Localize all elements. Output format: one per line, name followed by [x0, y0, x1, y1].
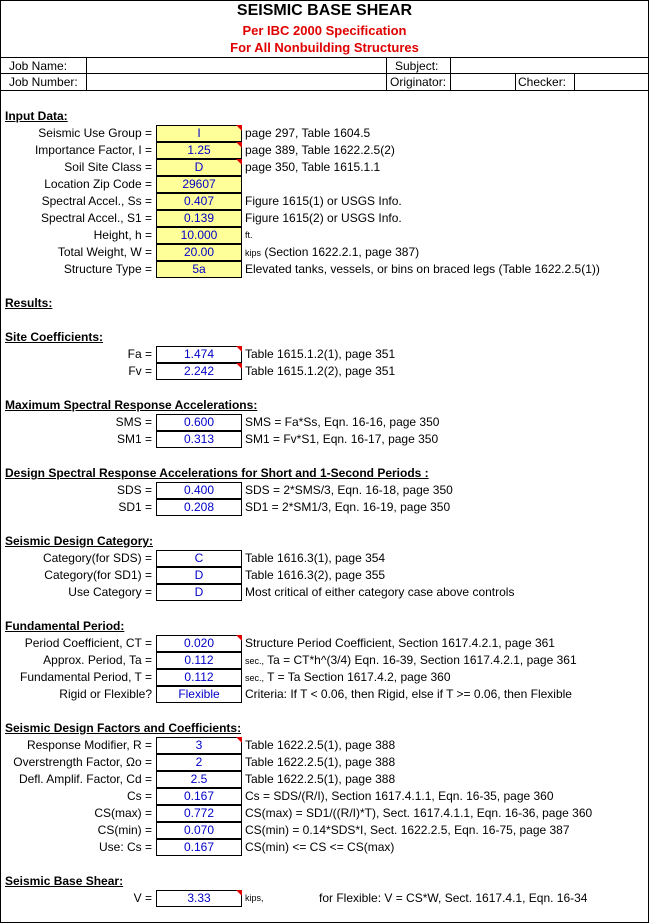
section-heading-site: Site Coefficients:	[5, 330, 104, 344]
row-label: Soil Site Class =	[64, 160, 152, 174]
row-note: Table 1622.2.5(1), page 388	[245, 772, 396, 786]
row-unit: kips,	[245, 893, 264, 903]
sd1-value: 0.208	[156, 499, 242, 516]
row-label: Rigid or Flexible?	[59, 687, 152, 701]
row-label: Spectral Accel., Ss =	[41, 194, 152, 208]
checker-field[interactable]	[575, 74, 647, 90]
row-label: Location Zip Code =	[44, 177, 152, 191]
row-note: for Flexible: V = CS*W, Sect. 1617.4.1, Eqn. 16-34	[319, 891, 588, 905]
seismic-use-group-input[interactable]: I	[156, 125, 242, 142]
sms-value: 0.600	[156, 414, 242, 431]
cs-min-value: 0.070	[156, 822, 242, 839]
cs-value: 0.167	[156, 788, 242, 805]
category-sd1-value: D	[156, 567, 242, 584]
row-note: SDS = 2*SMS/3, Eqn. 16-18, page 350	[245, 483, 453, 497]
row-label: Period Coefficient, CT =	[24, 636, 152, 650]
use-cs-value: 0.167	[156, 839, 242, 856]
originator-field[interactable]	[451, 74, 514, 90]
fundamental-period-value: 0.112	[156, 669, 242, 686]
section-heading-max-spectral: Maximum Spectral Response Accelerations:	[5, 398, 258, 412]
overstrength-factor-value: 2	[156, 754, 242, 771]
comment-marker-icon	[236, 737, 242, 743]
defl-amplif-factor-value: 2.5	[156, 771, 242, 788]
section-heading-results: Results:	[5, 296, 53, 310]
sds-value: 0.400	[156, 482, 242, 499]
comment-marker-icon	[236, 159, 242, 165]
row-label: SDS =	[116, 483, 152, 497]
rigid-flexible-value: Flexible	[156, 686, 242, 703]
comment-marker-icon	[236, 363, 242, 369]
row-label: Spectral Accel., S1 =	[40, 211, 152, 225]
row-label: SMS =	[115, 415, 152, 429]
row-note: SM1 = Fv*S1, Eqn. 16-17, page 350	[245, 432, 439, 446]
response-modifier-value: 3	[156, 737, 242, 754]
row-label: Structure Type =	[63, 262, 152, 276]
row-note: SMS = Fa*Ss, Eqn. 16-16, page 350	[245, 415, 440, 429]
spectral-accel-s1-input[interactable]: 0.139	[156, 210, 242, 227]
row-note: Table 1616.3(2), page 355	[245, 568, 386, 582]
approx-period-value: 0.112	[156, 652, 242, 669]
section-heading-factors: Seismic Design Factors and Coefficients:	[5, 721, 242, 735]
comment-marker-icon	[236, 346, 242, 352]
period-coefficient-value: 0.020	[156, 635, 242, 652]
row-note: Cs = SDS/(R/I), Section 1617.4.1.1, Eqn. 16-35, page 360	[245, 789, 554, 803]
row-note: SD1 = 2*SM1/3, Eqn. 16-19, page 350	[245, 500, 451, 514]
row-note: page 297, Table 1604.5	[245, 126, 371, 140]
section-heading-base-shear: Seismic Base Shear:	[5, 874, 124, 888]
row-label: Seismic Use Group =	[38, 126, 152, 140]
originator-label: Originator:	[390, 75, 447, 89]
structure-type-input[interactable]: 5a	[156, 261, 242, 278]
row-note: sec., Ta = CT*h^(3/4) Eqn. 16-39, Section 1617.4.2.1, page 361	[245, 653, 577, 667]
soil-site-class-input[interactable]: D	[156, 159, 242, 176]
fa-value: 1.474	[156, 346, 242, 363]
job-name-field[interactable]	[87, 58, 385, 74]
comment-marker-icon	[236, 125, 242, 131]
total-weight-input[interactable]: 20.00	[156, 244, 242, 261]
row-label: Fa =	[127, 347, 152, 361]
row-label: Response Modifier, R =	[26, 738, 152, 752]
subject-label: Subject:	[395, 59, 439, 73]
importance-factor-input[interactable]: 1.25	[156, 142, 242, 159]
row-note: Most critical of either category case above controls	[245, 585, 515, 599]
row-label: Defl. Amplif. Factor, Cd =	[18, 772, 152, 786]
row-note: Criteria: If T < 0.06, then Rigid, else if T >= 0.06, then Flexible	[245, 687, 572, 701]
base-shear-value: 3.33	[156, 890, 242, 907]
row-note: Table 1615.1.2(2), page 351	[245, 364, 396, 378]
subject-field[interactable]	[451, 58, 647, 74]
row-label: Fundamental Period, T =	[20, 670, 152, 684]
row-label: CS(max) =	[94, 806, 152, 820]
row-label: SD1 =	[118, 500, 152, 514]
job-number-label: Job Number:	[9, 75, 78, 89]
section-heading-period: Fundamental Period:	[5, 619, 125, 633]
row-note: page 389, Table 1622.2.5(2)	[245, 143, 395, 157]
height-input[interactable]: 10.000	[156, 227, 242, 244]
row-note: Structure Period Coefficient, Section 1617.4.2.1, page 361	[245, 636, 555, 650]
row-label: Category(for SDS) =	[42, 551, 152, 565]
section-heading-design-spectral: Design Spectral Response Accelerations for Short and 1-Second Periods :	[5, 466, 429, 480]
row-label: Fv =	[128, 364, 152, 378]
use-category-value: D	[156, 584, 242, 601]
row-note: Table 1622.2.5(1), page 388	[245, 738, 396, 752]
spectral-accel-ss-input[interactable]: 0.407	[156, 193, 242, 210]
row-note: kips (Section 1622.2.1, page 387)	[245, 245, 420, 259]
cs-max-value: 0.772	[156, 805, 242, 822]
row-note: Elevated tanks, vessels, or bins on braced legs (Table 1622.2.5(1))	[245, 262, 600, 276]
fv-value: 2.242	[156, 363, 242, 380]
row-note: CS(min) = 0.14*SDS*I, Sect. 1622.2.5, Eqn. 16-75, page 387	[245, 823, 570, 837]
grid-line	[386, 57, 387, 90]
comment-marker-icon	[236, 635, 242, 641]
row-label: Importance Factor, I =	[34, 143, 152, 157]
row-note: sec., T = Ta Section 1617.4.2, page 360	[245, 670, 451, 684]
page-subtitle-spec: Per IBC 2000 Specification	[242, 23, 407, 38]
row-note: page 350, Table 1615.1.1	[245, 160, 381, 174]
row-label: Cs =	[126, 789, 152, 803]
grid-line	[515, 73, 516, 90]
row-label: Overstrength Factor, Ωo =	[13, 755, 152, 769]
row-label: Total Weight, W =	[57, 245, 152, 259]
row-label: Height, h =	[93, 228, 152, 242]
row-label: SM1 =	[116, 432, 152, 446]
category-sds-value: C	[156, 550, 242, 567]
row-label: Category(for SD1) =	[44, 568, 152, 582]
page-title: SEISMIC BASE SHEAR	[236, 2, 413, 19]
row-note: CS(max) = SD1/((R/I)*T), Sect. 1617.4.1.1, Eqn. 16-36, page 360	[245, 806, 593, 820]
row-note: Figure 1615(1) or USGS Info.	[245, 194, 402, 208]
row-note: CS(min) <= CS <= CS(max)	[245, 840, 395, 854]
row-label: Use: Cs =	[98, 840, 152, 854]
comment-marker-icon	[236, 142, 242, 148]
zip-code-input[interactable]: 29607	[156, 176, 242, 193]
row-unit: ft.	[245, 230, 253, 240]
row-label: Approx. Period, Ta =	[43, 653, 152, 667]
row-note: Table 1616.3(1), page 354	[245, 551, 386, 565]
page-subtitle-scope: For All Nonbuilding Structures	[230, 40, 419, 55]
row-note: Table 1615.1.2(1), page 351	[245, 347, 396, 361]
grid-line	[1, 90, 648, 91]
row-label: Use Category =	[68, 585, 152, 599]
section-heading-category: Seismic Design Category:	[5, 534, 154, 548]
row-note: Figure 1615(2) or USGS Info.	[245, 211, 402, 225]
job-number-field[interactable]	[87, 74, 385, 90]
section-heading-input: Input Data:	[5, 109, 68, 123]
job-name-label: Job Name:	[9, 59, 68, 73]
checker-label: Checker:	[518, 75, 567, 89]
row-label: V =	[133, 891, 152, 905]
row-label: CS(min) =	[97, 823, 152, 837]
sm1-value: 0.313	[156, 431, 242, 448]
comment-marker-icon	[236, 890, 242, 896]
row-note: Table 1622.2.5(1), page 388	[245, 755, 396, 769]
